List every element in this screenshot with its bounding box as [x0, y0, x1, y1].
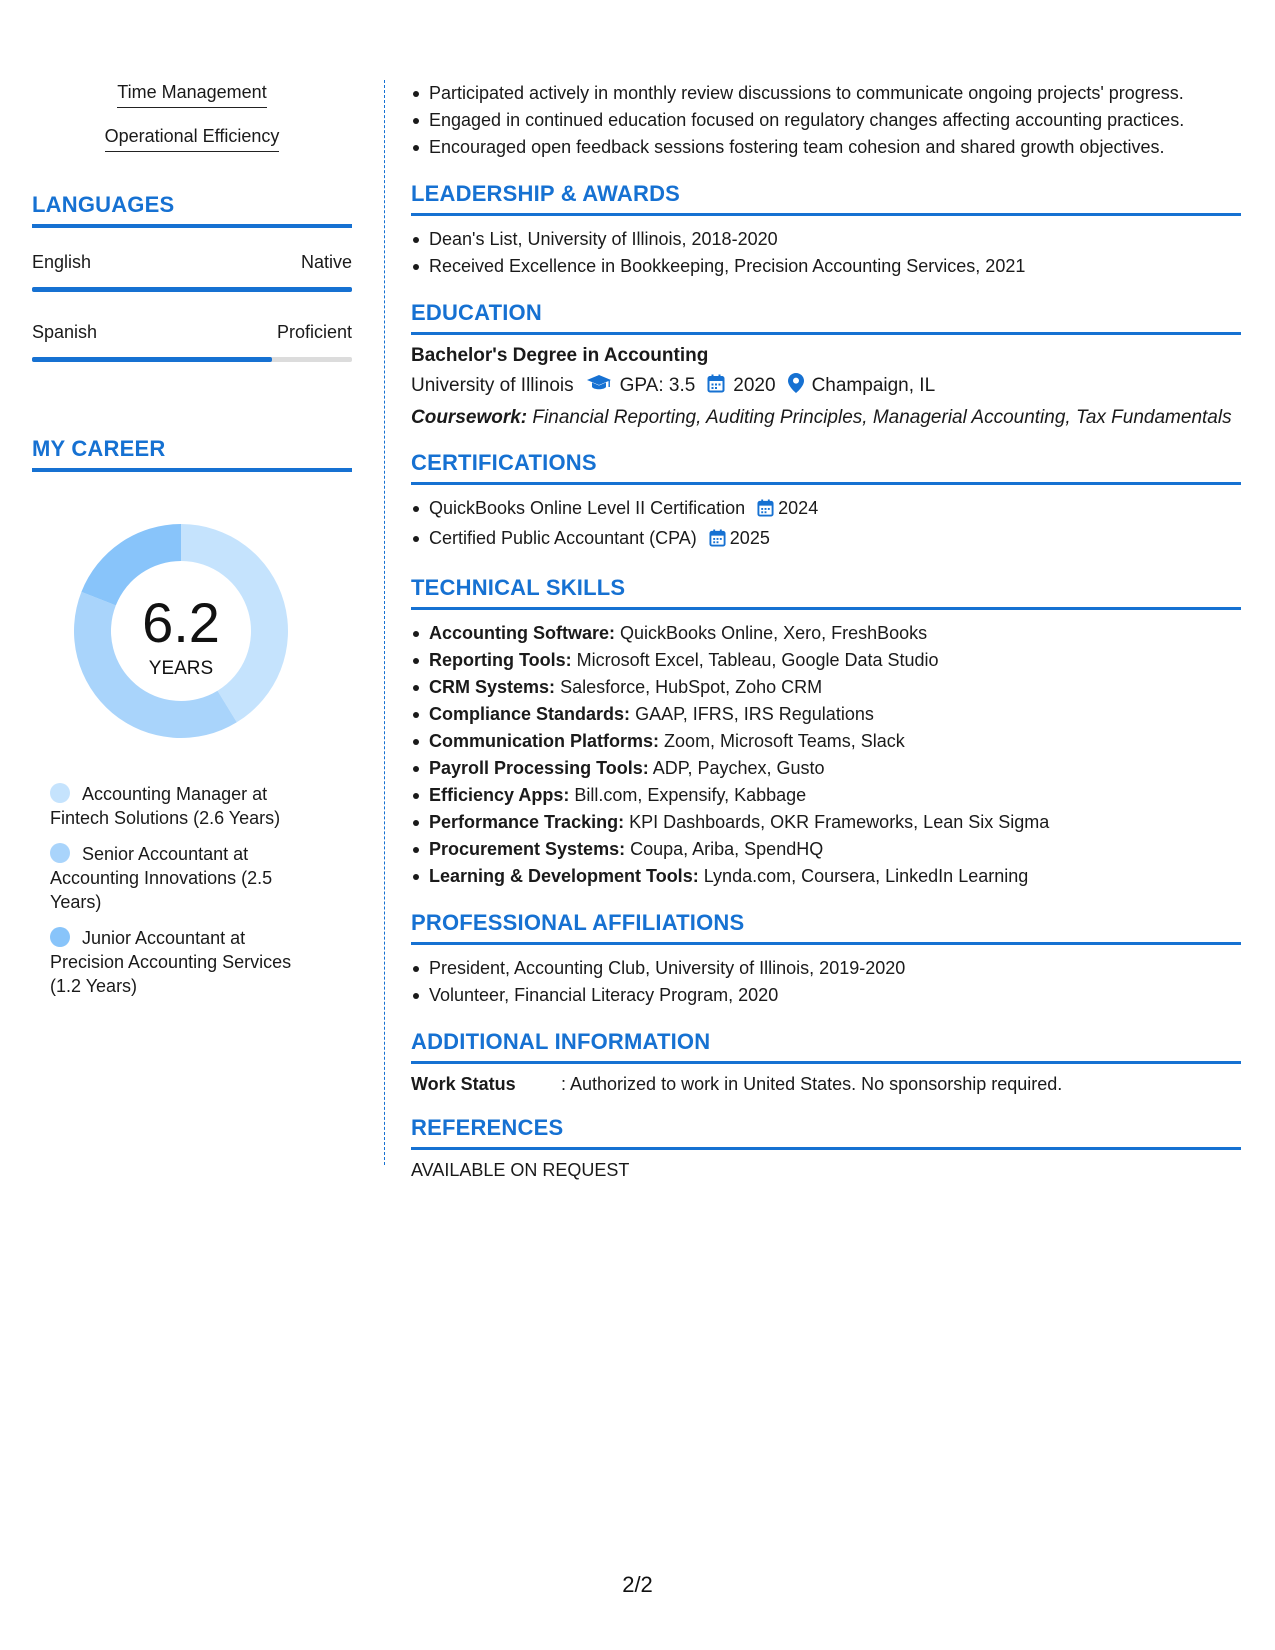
skill-item	[411, 620, 1241, 647]
skill-item	[411, 836, 1241, 863]
school-name: University of Illinois	[411, 375, 574, 396]
languages-section	[32, 192, 352, 362]
language-level: Proficient	[276, 322, 352, 342]
leadership-list	[411, 226, 1241, 280]
location-pin-icon	[788, 373, 804, 399]
skill-value: QuickBooks Online, Xero, FreshBooks	[620, 623, 928, 643]
references-section	[411, 1115, 1241, 1181]
skill-item	[411, 809, 1241, 836]
skill-item	[411, 674, 1241, 701]
language-bar-fill	[32, 357, 272, 362]
legend-dot-icon	[50, 843, 70, 863]
career-total-years: 6.2	[142, 591, 220, 654]
list-item: Engaged in continued education focused on regulatory changes affecting accounting practices.	[411, 107, 1241, 134]
skill-label: Payroll Processing Tools:	[429, 758, 649, 778]
skill-item	[411, 701, 1241, 728]
language-level: Native	[300, 252, 352, 272]
work-status-value: : Authorized to work in United States. No sponsorship required.	[561, 1074, 1063, 1094]
gpa: GPA: 3.5	[619, 375, 696, 396]
calendar-icon	[709, 528, 726, 555]
section-title: ADDITIONAL INFORMATION	[411, 1029, 711, 1054]
career-donut-chart	[66, 516, 296, 746]
skill-label: Reporting Tools:	[429, 650, 572, 670]
section-rule	[411, 942, 1241, 945]
language-name: Spanish	[32, 322, 98, 342]
list-item: Participated actively in monthly review discussions to communicate ongoing projects' progress.	[411, 80, 1241, 107]
education-details	[411, 373, 1241, 399]
section-rule	[411, 1061, 1241, 1064]
language-bar-fill	[32, 287, 352, 292]
work-status-row	[411, 1074, 1241, 1095]
calendar-icon	[707, 374, 725, 399]
language-row	[32, 252, 352, 273]
section-rule	[411, 482, 1241, 485]
education-section	[411, 300, 1241, 430]
skill-value: Coupa, Ariba, SpendHQ	[630, 839, 824, 859]
skill-value: KPI Dashboards, OKR Frameworks, Lean Six Sigma	[629, 812, 1050, 832]
left-column	[32, 82, 352, 1010]
list-item: Certified Public Accountant (CPA) 2025	[411, 525, 1241, 555]
experience-bullets	[411, 80, 1241, 161]
section-rule	[32, 224, 352, 228]
skill-item	[411, 782, 1241, 809]
skill-item	[411, 755, 1241, 782]
section-rule	[411, 332, 1241, 335]
skill-label: Communication Platforms:	[429, 731, 660, 751]
calendar-icon	[757, 498, 774, 525]
strength-item: Time Management	[32, 82, 352, 108]
section-title: CERTIFICATIONS	[411, 450, 597, 475]
affiliations-list	[411, 955, 1241, 1009]
right-column	[411, 80, 1241, 1181]
language-row	[32, 322, 352, 343]
legend-item: Accounting Manager at Fintech Solutions (2.6 Years)	[50, 784, 281, 828]
section-title: LANGUAGES	[32, 192, 175, 217]
degree-title: Bachelor's Degree in Accounting	[411, 345, 709, 366]
skill-value: Zoom, Microsoft Teams, Slack	[664, 731, 905, 751]
column-divider	[384, 80, 385, 1165]
page-number: 2/2	[622, 1572, 653, 1597]
career-section	[32, 436, 352, 998]
list-item: Volunteer, Financial Literacy Program, 2020	[411, 982, 1241, 1009]
section-rule	[411, 213, 1241, 216]
skill-value: ADP, Paychex, Gusto	[652, 758, 825, 778]
graduation-cap-icon	[586, 374, 612, 398]
legend-dot-icon	[50, 783, 70, 803]
school-location: Champaign, IL	[811, 375, 936, 396]
coursework: Coursework: Financial Reporting, Auditing Principles, Managerial Accounting, Tax Fundamentals	[411, 407, 1232, 428]
skill-value: Salesforce, HubSpot, Zoho CRM	[560, 677, 823, 697]
section-title: EDUCATION	[411, 300, 542, 325]
skill-label: CRM Systems:	[429, 677, 556, 697]
skill-value: GAAP, IFRS, IRS Regulations	[635, 704, 874, 724]
list-item: QuickBooks Online Level II Certification 2024	[411, 495, 1241, 525]
skill-value: Bill.com, Expensify, Kabbage	[574, 785, 807, 805]
career-years-label: YEARS	[148, 658, 214, 679]
strength-item: Operational Efficiency	[32, 126, 352, 152]
section-title: TECHNICAL SKILLS	[411, 575, 626, 600]
skill-value: Lynda.com, Coursera, LinkedIn Learning	[703, 866, 1029, 886]
language-bar	[32, 357, 352, 362]
language-name: English	[32, 252, 92, 272]
skill-label: Compliance Standards:	[429, 704, 631, 724]
section-rule	[32, 468, 352, 472]
legend-item: Junior Accountant at Precision Accounting Services (1.2 Years)	[50, 928, 292, 996]
leadership-section	[411, 181, 1241, 280]
skill-label: Learning & Development Tools:	[429, 866, 699, 886]
list-item: Encouraged open feedback sessions fostering team cohesion and shared growth objectives.	[411, 134, 1241, 161]
list-item: Received Excellence in Bookkeeping, Precision Accounting Services, 2021	[411, 253, 1241, 280]
additional-info-section	[411, 1029, 1241, 1095]
career-legend	[50, 782, 320, 998]
skill-label: Efficiency Apps:	[429, 785, 570, 805]
section-title: LEADERSHIP & AWARDS	[411, 181, 681, 206]
skill-item	[411, 728, 1241, 755]
section-title: REFERENCES	[411, 1115, 564, 1140]
list-item: President, Accounting Club, University of Illinois, 2019-2020	[411, 955, 1241, 982]
technical-skills-section	[411, 575, 1241, 890]
skill-value: Microsoft Excel, Tableau, Google Data Studio	[576, 650, 939, 670]
skill-item	[411, 863, 1241, 890]
section-title: PROFESSIONAL AFFILIATIONS	[411, 910, 745, 935]
section-rule	[411, 1147, 1241, 1150]
work-status-label: Work Status	[411, 1074, 516, 1094]
section-rule	[411, 607, 1241, 610]
skill-label: Procurement Systems:	[429, 839, 626, 859]
skill-item	[411, 647, 1241, 674]
technical-skills-list	[411, 620, 1241, 890]
legend-item: Senior Accountant at Accounting Innovations (2.5 Years)	[50, 844, 273, 912]
skill-label: Accounting Software:	[429, 623, 616, 643]
language-bar	[32, 287, 352, 292]
section-title: MY CAREER	[32, 436, 166, 461]
list-item: Dean's List, University of Illinois, 2018-2020	[411, 226, 1241, 253]
graduation-year: 2020	[733, 375, 776, 396]
certifications-list	[411, 495, 1241, 555]
references-text: AVAILABLE ON REQUEST	[411, 1160, 630, 1180]
certifications-section	[411, 450, 1241, 555]
legend-dot-icon	[50, 927, 70, 947]
skill-label: Performance Tracking:	[429, 812, 625, 832]
affiliations-section	[411, 910, 1241, 1009]
